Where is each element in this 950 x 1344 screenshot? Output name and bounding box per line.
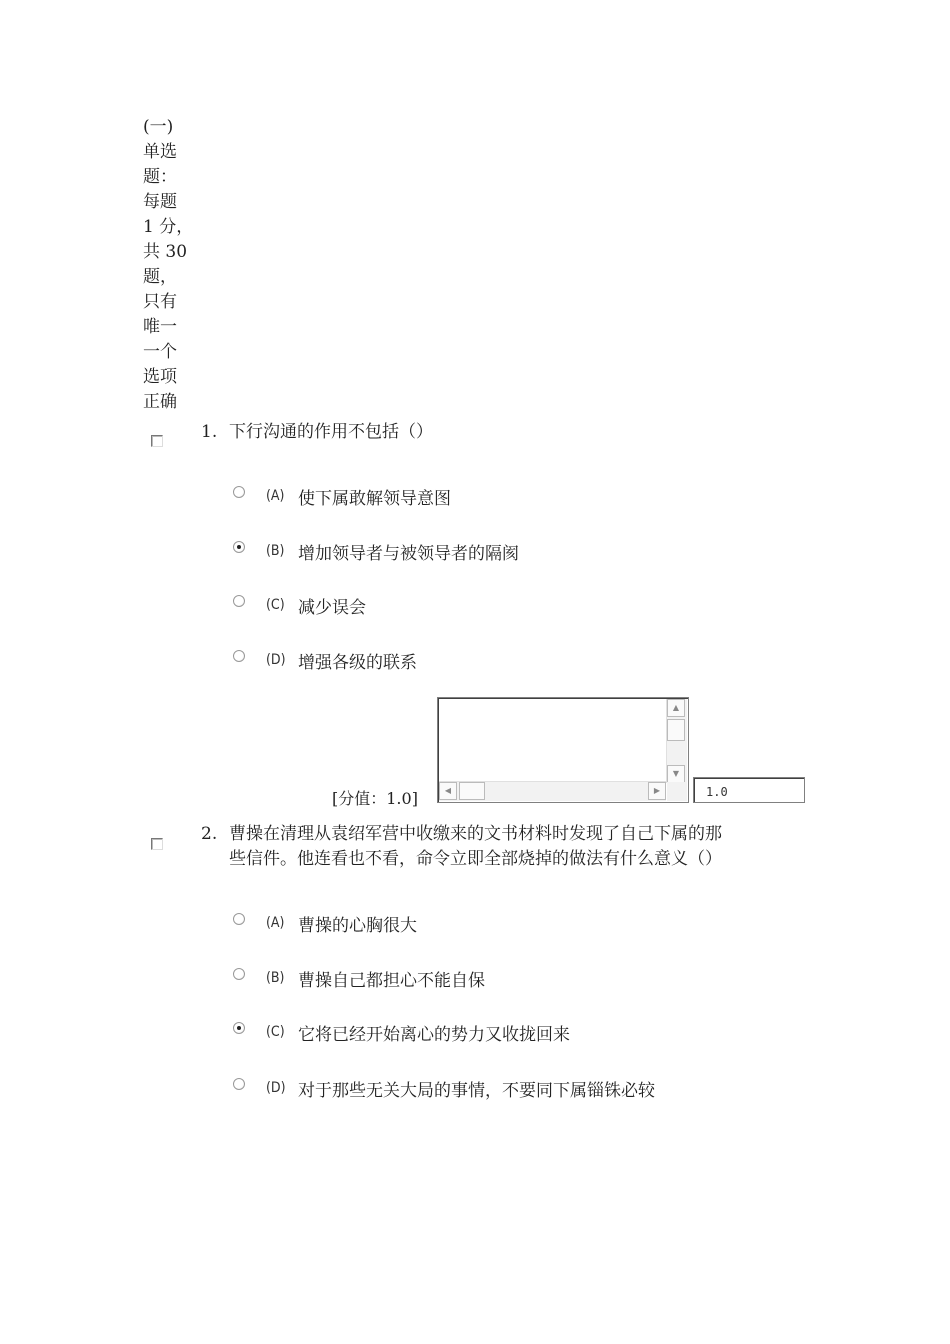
scroll-left-icon[interactable]: ◀: [439, 782, 457, 800]
option-text: 减少误会: [298, 598, 366, 618]
question-text-line: 曹操在清理从袁绍军营中收缴来的文书材料时发现了自己下属的那: [229, 824, 722, 844]
section-line: 选项: [143, 367, 177, 387]
scroll-thumb[interactable]: [667, 719, 685, 741]
section-line: 一个: [143, 342, 177, 362]
section-line: (一): [143, 117, 174, 137]
section-line: 正确: [143, 392, 177, 412]
section-line: 只有: [143, 292, 177, 312]
option-text: 曹操自己都担心不能自保: [298, 971, 485, 991]
question-1-checkbox[interactable]: [151, 435, 163, 447]
section-line: 题：: [143, 167, 177, 187]
section-line: 每题: [143, 192, 177, 212]
option-letter: (A): [266, 915, 285, 931]
scroll-down-icon[interactable]: ▼: [667, 765, 685, 783]
radio-button-checked[interactable]: [233, 1022, 245, 1034]
scroll-thumb[interactable]: [459, 782, 485, 800]
section-line: 题，: [143, 267, 177, 287]
section-line: 共 30: [143, 242, 188, 262]
radio-button[interactable]: [233, 1078, 245, 1090]
radio-button[interactable]: [233, 650, 245, 662]
question-2-checkbox[interactable]: [151, 838, 163, 850]
section-line: 1 分，: [143, 217, 194, 237]
horizontal-scrollbar[interactable]: [439, 781, 666, 801]
radio-button[interactable]: [233, 595, 245, 607]
radio-button[interactable]: [233, 913, 245, 925]
score-label: [分值：1.0]: [332, 789, 418, 808]
option-text: 增加领导者与被领导者的隔阂: [298, 544, 519, 564]
option-text: 增强各级的联系: [298, 653, 417, 673]
question-text-line: 下行沟通的作用不包括（）: [229, 422, 433, 442]
option-text: 曹操的心胸很大: [298, 916, 417, 936]
question-2-text: [229, 822, 722, 872]
section-line: 唯一: [143, 317, 177, 337]
scroll-up-icon[interactable]: ▲: [667, 699, 685, 717]
radio-button[interactable]: [233, 486, 245, 498]
option-letter: (D): [266, 1080, 286, 1096]
option-text: 使下属敢解领导意图: [298, 489, 451, 509]
comment-textarea[interactable]: [437, 697, 689, 803]
option-letter: (B): [266, 543, 285, 559]
option-letter: (D): [266, 652, 286, 668]
option-letter: (A): [266, 488, 285, 504]
vertical-scrollbar[interactable]: [666, 699, 687, 783]
option-letter: (C): [266, 597, 285, 613]
section-line: 单选: [143, 142, 177, 162]
option-letter: (B): [266, 970, 285, 986]
option-text: 对于那些无关大局的事情，不要同下属锱铢必较: [298, 1081, 655, 1101]
question-1-number: 1.: [201, 422, 218, 442]
section-title: [143, 115, 194, 415]
question-1-text: [229, 420, 433, 445]
scroll-right-icon[interactable]: ▶: [648, 782, 666, 800]
score-input[interactable]: 1.0: [693, 777, 805, 803]
question-text-line: 些信件。他连看也不看，命令立即全部烧掉的做法有什么意义（）: [229, 849, 722, 869]
question-2-number: 2.: [201, 824, 218, 844]
radio-button[interactable]: [233, 968, 245, 980]
scrollbar-corner: [667, 782, 687, 801]
option-letter: (C): [266, 1024, 285, 1040]
option-text: 它将已经开始离心的势力又收拢回来: [298, 1025, 570, 1045]
radio-button-checked[interactable]: [233, 541, 245, 553]
